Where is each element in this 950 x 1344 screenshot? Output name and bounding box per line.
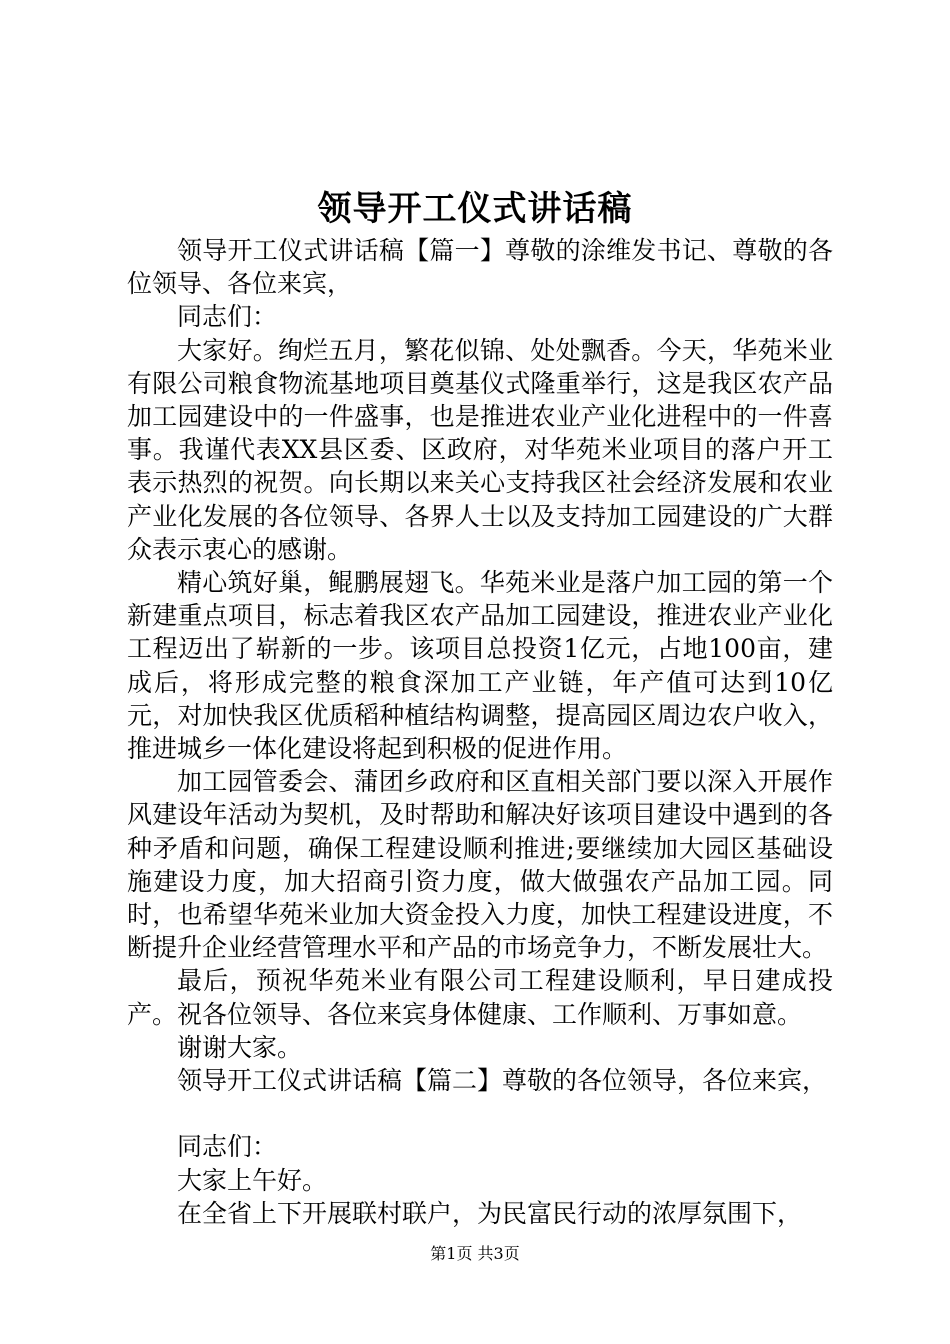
page-footer: 第1页 共3页	[430, 1244, 520, 1263]
paragraph-greeting-part2: 领导开工仪式讲话稿【篇二】尊敬的各位领导，各位来宾，	[177, 1066, 828, 1096]
paragraph-context: 在全省上下开展联村联户，为民富民行动的浓厚氛围下，	[177, 1198, 803, 1228]
paragraph-opening: 大家好。绚烂五月，繁花似锦、处处飘香。今天，华苑米业有限公司粮食物流基地项目奠基仪式隆重举行，这是我区农产品加工园建设中的一件盛事，也是推进农业产业化进程中的一件喜事。我谨代表XX县区委、区政府，对华苑米业项目的落户开工表示热烈的祝贺。向长期以来关心支持我区社会经济发展和农业产业化发展的各位领导、各界人士以及支持加工园建设的广大群众表示衷心的感谢。	[127, 335, 833, 564]
paragraph-salutation-2: 同志们：	[177, 1132, 278, 1162]
document-title: 领导开工仪式讲话稿	[317, 189, 633, 229]
paragraph-greeting-part1: 领导开工仪式讲话稿【篇一】尊敬的涂维发书记、尊敬的各位领导、各位来宾，	[127, 236, 833, 299]
paragraph-salutation-1: 同志们：	[177, 302, 278, 332]
document-body	[127, 234, 833, 1230]
paragraph-requirements: 加工园管委会、蒲团乡政府和区直相关部门要以深入开展作风建设年活动为契机，及时帮助和解决好该项目建设中遇到的各种矛盾和问题，确保工程建设顺利推进;要继续加大园区基础设施建设力度，加大招商引资力度，做大做强农产品加工园。同时，也希望华苑米业加大资金投入力度，加快工程建设进度，不断提升企业经营管理水平和产品的市场竞争力，不断发展壮大。	[127, 767, 833, 963]
paragraph-project-intro: 精心筑好巢，鲲鹏展翅飞。华苑米业是落户加工园的第一个新建重点项目，标志着我区农产品加工园建设，推进农业产业化工程迈出了崭新的一步。该项目总投资1亿元，占地100亩，建成后，将形成完整的粮食深加工产业链，年产值可达到10亿元，对加快我区优质稻种植结构调整，提高园区周边农户收入，推进城乡一体化建设将起到积极的促进作用。	[127, 568, 833, 764]
paragraph-morning-greeting: 大家上午好。	[177, 1165, 328, 1195]
paragraph-closing-wishes: 最后，预祝华苑米业有限公司工程建设顺利，早日建成投产。祝各位领导、各位来宾身体健康、工作顺利、万事如意。	[127, 966, 833, 1029]
paragraph-thanks: 谢谢大家。	[177, 1032, 303, 1062]
